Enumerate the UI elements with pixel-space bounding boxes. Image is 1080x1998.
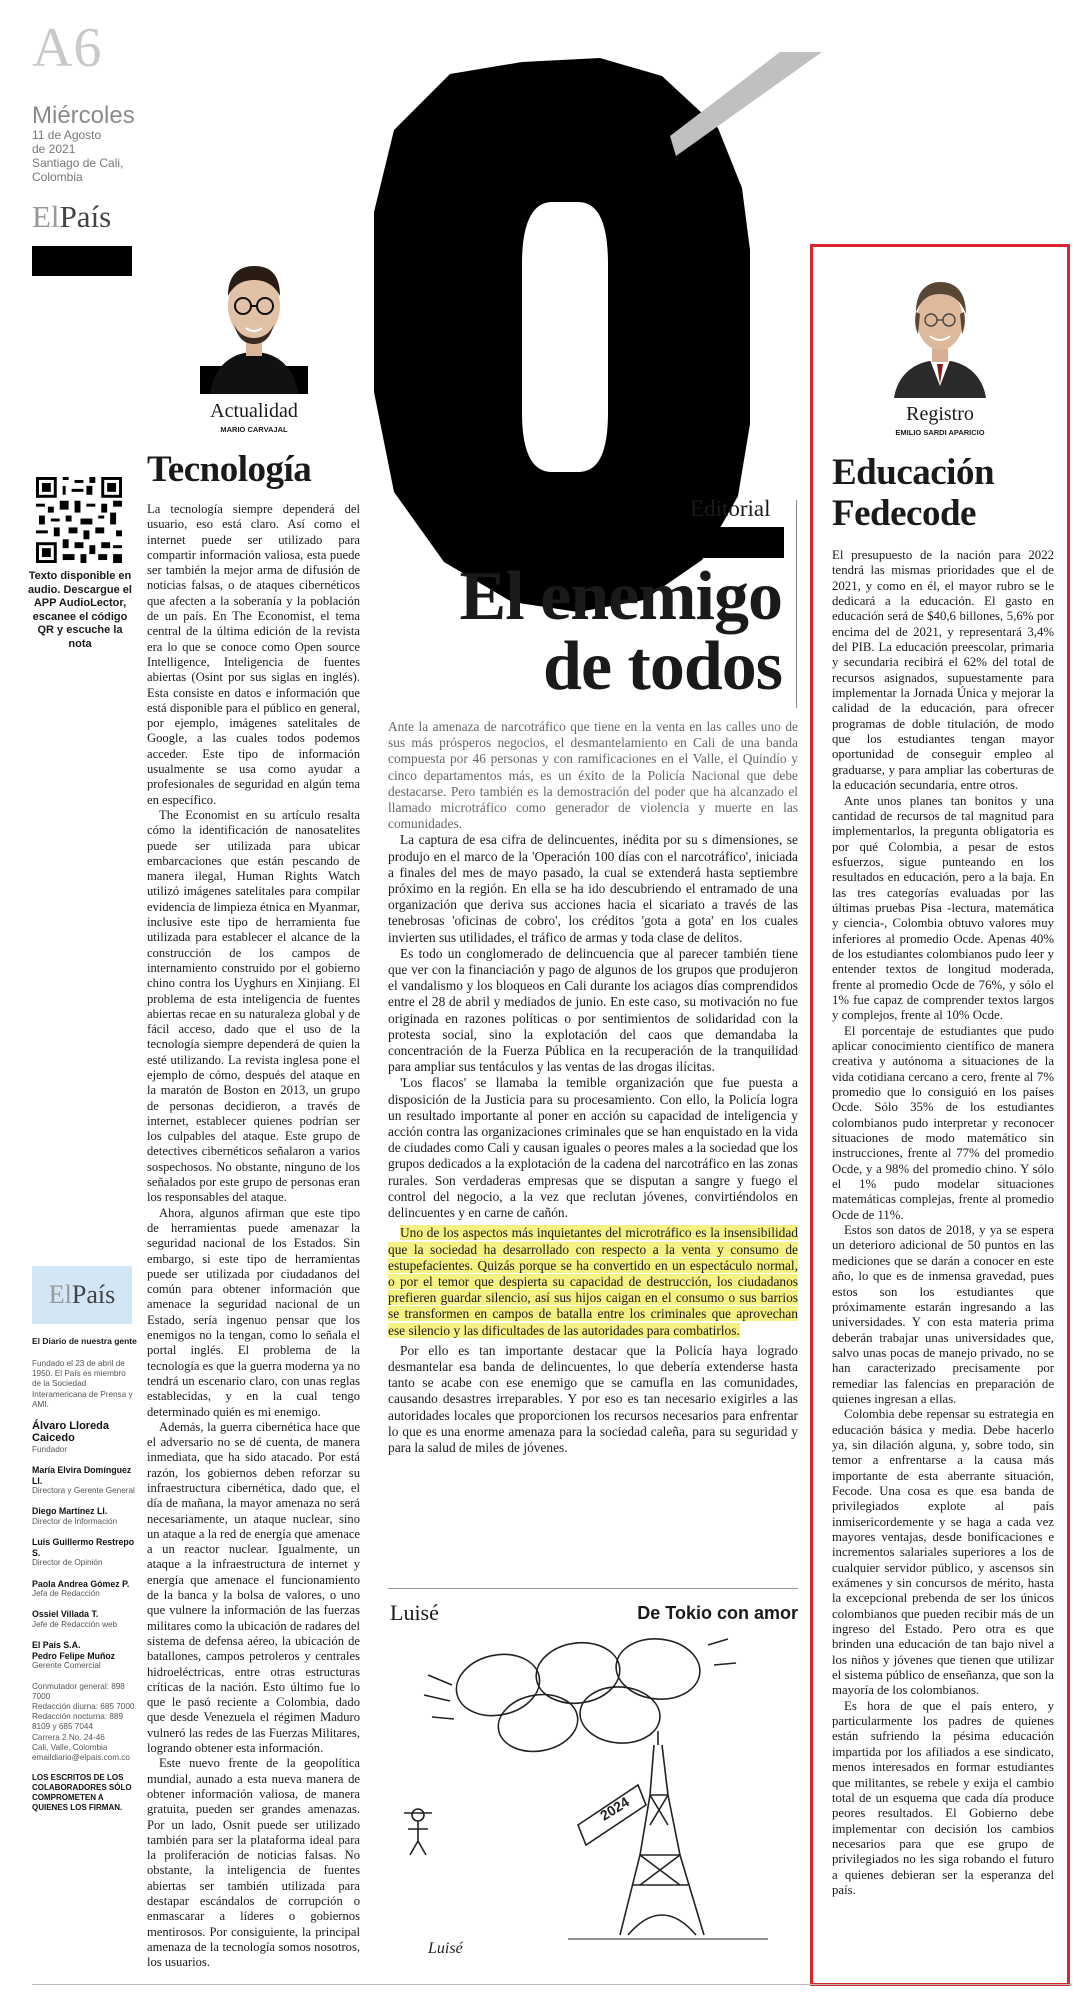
black-bar bbox=[680, 527, 784, 558]
page-number: A6 bbox=[32, 17, 103, 79]
staff-name: María Elvira Domínguez Ll. bbox=[32, 1465, 132, 1486]
divider bbox=[388, 1588, 798, 1589]
editorial-body bbox=[388, 719, 798, 1456]
date-location: 11 de Agosto de 2021 Santiago de Cali, Colombia bbox=[32, 128, 124, 184]
column-paragraph: Ante unos planes tan bonitos y una cantidad de recursos de tal magnitud para implementarlos, la pregunta obligatoria es por qué Colombia, a pesar de estos esfuerzos, sigue punteando en los resultados en educación, pero a la baja. En las tres categorías evaluadas por las últimas pruebas Pisa -lectura, matemática y ciencia-, Colombia obtuvo valores muy inferiores al promedio Ocde. Apenas 40% de los estudiantes colombianos pudo leer y entender textos de longitud moderada, frente al promedio Ocde de 76%, y sólo el 1% fue capaz de comprender textos largos y complejos, frente al 10% Ocde. bbox=[832, 793, 1054, 1023]
staff-name: Luis Guillermo Restrepo S. bbox=[32, 1537, 135, 1558]
columnist-photo-1 bbox=[200, 244, 308, 394]
staff-role: Director de Opinión bbox=[32, 1558, 103, 1568]
newspaper-logo bbox=[32, 199, 111, 235]
staff-role: Directora y Gerente General bbox=[32, 1486, 135, 1496]
logo-el: El bbox=[32, 199, 60, 234]
column-title-line: Educación bbox=[832, 452, 995, 493]
editorial-paragraph: La captura de esa cifra de delincuentes, inédita por su s dimensiones, se produjo en el marco de la 'Operación 100 días con el narcotráfico', iniciada a finales del mes de mayo pasado, la cual se extenderá hasta septiembre próximo en la región. En ella se ha ido descubriendo el entramado de una organización que deriva sus acciones hacia el sicariato a través de las tenebrosas 'oficinas de cobro', los créditos 'gota a gota' en los cuales invierten sus utilidades, el tráfico de armas y toda clase de delitos. bbox=[388, 832, 798, 945]
cartoon-title: De Tokio con amor bbox=[637, 1603, 798, 1623]
column-author: MARIO CARVAJAL bbox=[220, 425, 288, 434]
editorial-title-line: de todos bbox=[543, 628, 782, 705]
editorial-lead: Ante la amenaza de narcotráfico que tiene en la venta en las calles uno de sus más prósperos negocios, el desmantelamiento en Cali de una banda compuesta por 46 personas y con ramificaciones en el Valle, el Quindío y cinco departamentos más, es un éxito de la Policía Nacional que debe destacarse. Pero también es la demostración del poder que ha alcanzado el llamado microtráfico como generador de violencia y muerte en las comunidades. bbox=[388, 719, 798, 832]
column-paragraph: Este nuevo frente de la geopolítica mundial, aunado a esta nueva manera de obtener información valiosa, de manera gratuita, pueden ser grandes amenazas. Por un lado, Osnit puede ser utilizado también para ser la plataforma ideal para la proliferación de noticias falsas. No obstante, la inteligencia de fuentes abiertas ser también utilizada para destapar escándalos de corrupción o enmascarar a líderes o gobiernos mentirosos. Por consiguiente, la principal amenaza de la tecnología somos nosotros, los usuarios. bbox=[147, 1756, 360, 1970]
divider bbox=[32, 1984, 1072, 1985]
column-body bbox=[832, 548, 1054, 1898]
contact-info: Conmutador general: 898 7000 Redacción diurna: 685 7000 Redacción nocturna: 889 8109 y 685 7044 Carrera 2 No. 24-46 Cali, Valle, Colombia emaildiario@elpais.com.co bbox=[32, 1681, 135, 1763]
cartoonist-name: Luisé bbox=[390, 1600, 439, 1625]
company-name: El País S.A. bbox=[32, 1640, 81, 1651]
column-paragraph: Es hora de que el país entero, y particularmente los padres de quienes están sufriendo la pésima educación impartida por los afiliados a ese sindicato, menos interesados en formar estudiantes que militantes, se rebele y exija el cambio total de un esquema que cada día produce peores resultados. El Gobierno debe implementar con decisión los cambios necesarios para que ese grupo de privilegiados no les siga robando el futuro a quienes debieran ser la esperanza del país. bbox=[832, 1698, 1054, 1897]
editorial-paragraph: 'Los flacos' se llamaba la temible organización que fue puesta a disposición de la Justicia para su procesamiento. Con ello, la Policía logra un resultado importante al poner en acción su capacidad de inteligencia y acción contra las organizaciones criminales que se han enquistado en la vida de ciudades como Cali y causan iguales o peores males a la sociedad que los grupos dedicados a la explotación de la cadena del narcotráfico en las zonas rurales. Son verdaderas empresas que se disputan a sangre y fuego el control del negocio, a la vez que reclutan jóvenes, convirtiéndolos en delincuentes y en carne de cañón. bbox=[388, 1075, 798, 1221]
staff-name: Ossiel Villada T. bbox=[32, 1609, 99, 1620]
founder-name: Álvaro Lloreda Caicedo bbox=[32, 1420, 110, 1445]
cartoon-drawing bbox=[388, 1635, 798, 1975]
weekday: Miércoles bbox=[32, 102, 135, 129]
staff-role: Director de Información bbox=[32, 1517, 118, 1527]
editorial-title bbox=[390, 558, 782, 705]
columnist-photo-2 bbox=[888, 268, 992, 398]
column-paragraph: Ahora, algunos afirman que este tipo de herramientas puede amenazar la seguridad nacional de los Estados. Sin embargo, si este tipo de herramientas puede ser utilizada por ciudadanos del común para obtener información que amenace la seguridad nacional de un Estado, sería ingenuo pensar que los enemigos no la tengan, como lo señala el portal inglés. El problema de la tecnología es que la guerra moderna ya no tendrá un escenario claro, con unas reglas establecidas, y en la cual tengo determinado quién es mi enemigo. bbox=[147, 1205, 360, 1419]
column-paragraph: El presupuesto de la nación para 2022 tendrá las mismas prioridades que el de 2021, y como en él, el mayor rubro se le dedicará a la educación. El gasto en educación será de $40,6 billones, 5,6% por encima del de 2021, y representará 3,4% del PIB. La educación preescolar, primaria y secundaria recibirá el 62% del total de recursos asignados, supuestamente para implementar la Jornada Única y mejorar la calidad de la educación, para ofrecer programas de doble titulación, de modo que los estudiantes tengan mayor oportunidad de conseguir empleo al graduarse, y para ampliar las coberturas de la educación secundaria, entre otros. bbox=[832, 548, 1054, 793]
divider bbox=[796, 500, 797, 708]
black-bar bbox=[32, 246, 132, 276]
disclaimer: LOS ESCRITOS DE LOS COLABORADORES SÓLO COMPROMETEN A QUIENES LOS FIRMAN. bbox=[32, 1773, 132, 1813]
logo-pais: País bbox=[59, 199, 112, 234]
editorial-highlighted-paragraph bbox=[388, 1225, 798, 1338]
column-title bbox=[832, 452, 1062, 534]
masthead-logo bbox=[32, 1280, 132, 1310]
column-paragraph: Estos son datos de 2018, y ya se espera un deterioro adicional de 50 puntos en las mediciones que se darán a conocer en este año, lo que es de inmensa gravedad, pues estos son los estudiantes que próximamente estarán ingresando a las universidades. Y con esta materia prima deberán trabajar unas universidades que, salvo unas pocas de manejo privado, no se han caracterizado precisamente por remediar las falencias en preparación de quienes ingresan a ellas. bbox=[832, 1223, 1054, 1406]
editorial-paragraph: Es todo un conglomerado de delincuencia que al parecer también tiene que ver con la financiación y pago de algunos de los grupos que produjeron el vandalismo y los bloqueos en Cali durante los aciagos días comprendidos entre el 28 de abril y mediados de junio. En este caso, su motivación no fue originada en razones políticas o por sentimientos de solidaridad con la protesta social, sino la explotación del caos que demandaba la concentración de la Fuerza Pública en la recuperación de la tranquilidad para ampliar sus tentáculos y las ventas de las drogas ilícitas. bbox=[388, 945, 798, 1075]
manager-role: Gerente Comercial bbox=[32, 1661, 101, 1671]
column-paragraph: Además, la guerra cibernética hace que el adversario no se dé cuenta, de manera inmediata, que ha sido atacado. Por está razón, los gobiernos deben reforzar su infraestructura cibernética, dado que, el día de mañana, la mayor amenaza no será necesariamente, un ataque nuclear, sino un ataque a la red de energía que amenace a un reactor nuclear. Igualmente, un ataque a la infraestructura de internet y energía que amenace el funcionamiento de la banca y la bolsa de valores, o uno que vulnere la información de las fuerzas militares como la ubicación de radares del sistema de defensa aéreo, la ubicación de batallones, campos petroleros y centrales hidroeléctricas, entre otras estructuras críticas de la nación. Esto último fue lo que le pasó reciente a Colombia, dado que desde Venezuela el régimen Maduro vulneró las redes de las Fuerzas Militares, logrando obtener esta información. bbox=[147, 1419, 360, 1756]
editorial-title-line: El enemigo bbox=[459, 558, 782, 635]
column-title-line: Fedecode bbox=[832, 493, 976, 534]
column-paragraph: The Economist en su artículo resalta cómo la identificación de nanosatelites puede ser utilizada para ubicar embarcaciones que están pescando de manera ilegal, Human Rights Watch utilizó imágenes satelitales para compilar evidencia de limpieza étnica en Myanmar, inclusive este tipo de herramienta fue utilizada para establecer el alcance de la construcción de los campos de internamiento construido por el gobierno chino contra los Uyghurs en Xinjiang. El problema de esta inteligencia de fuentes abiertas recae en su naturaleza global y de fácil acceso, dado que el uso de la tecnología siempre dependerá de quien la esté utilizando. La revista inglesa pone el ejemplo de cómo, después del ataque en la maratón de Boston en 2013, un grupo de personas decidieron, a través de internet, establecer quienes podrían ser los culpables del ataque. Este grupo de detectives cibernéticos señalaron a varios sospechosos. No obstante, ninguno de los señalados por este grupo de personas eran los responsables del ataque. bbox=[147, 807, 360, 1205]
logo-pais: País bbox=[71, 1280, 116, 1309]
column-author: EMILIO SARDI APARICIO bbox=[895, 428, 985, 437]
column-paragraph: El porcentaje de estudiantes que pudo aplicar conocimiento científico de manera creativa y autónoma a situaciones de la vida cotidiana cercano a cero, frente al 7% promedio que lo consiguió en los países Ocde. Sólo 35% de los estudiantes colombianos pudo interpretar y reconocer situaciones de modo matemático sin instrucciones, frente al 77% del promedio Ocde, y a 98% del promedio chino. Y sólo el 1% pudo modelar situaciones matemáticas complejas, frente al promedio Ocde de 11%. bbox=[832, 1023, 1054, 1222]
masthead-list bbox=[32, 1359, 136, 1813]
audio-note: Texto disponible en audio. Descargue el APP AudioLector, escanee el código QR y escuche la nota bbox=[28, 570, 132, 650]
column-paragraph: La tecnología siempre dependerá del usuario, eso está claro. Así como el internet puede ser utilizado para compartir información valiosa, esta puede ser también la mejor arma de difusión de noticias falsas, o de ataques cibernéticos que afecten a la soberanía y la población de un país. En The Economist, el tema central de la última edición de la revista era lo que se conoce como Open source Intelligence, Inteligencia de fuentes abiertas (Osint por sus siglas en inglés). Esta consiste en datos e información que está disponible para el público en general, por ejemplo, imágenes satelitales de Google, a las cuales todos podemos acceder. Este tipo de información usualmente se usa como ayudar a profesionales de seguridad en algún tema en específico. bbox=[147, 502, 360, 807]
staff-name: Paola Andrea Gómez P. bbox=[32, 1578, 130, 1589]
column-body bbox=[147, 502, 360, 1971]
logo-el: El bbox=[48, 1280, 72, 1309]
cartoon-signature: Luisé bbox=[428, 1940, 463, 1957]
founder-role: Fundador bbox=[32, 1444, 68, 1454]
column-section-label: Registro bbox=[906, 403, 974, 425]
manager-name: Pedro Felipe Muñoz bbox=[32, 1650, 116, 1661]
column-title: Tecnología bbox=[147, 449, 312, 490]
staff-role: Jefe de Redacción web bbox=[32, 1620, 118, 1629]
founding-note: Fundado el 23 de abril de 1950. El País es miembro de la Sociedad Interamericana de Prensa y AMI. bbox=[32, 1359, 133, 1409]
column-paragraph: Colombia debe repensar su estrategia en educación básica y media. Debe hacerlo ya, sin dilación alguna, y, sobre todo, sin temor a enfrentarse a la causa más importante de esta aberrante situación, Fecode. Una cosa es que esa banda de privilegiados explote al país inmisericordemente y se haga a cada vez mayores ventajas, desde bonificaciones e incrementos salariales superiores a los de cualquier servidor público, y ascensos sin exámenes y sin concursos de mérito, hasta la excepcional prebenda de ser los únicos colombianos que pueden recibir más de un ingreso del Estado. Pero otra es que brinden una educación de tan bajo nivel a los niños y jóvenes que tienen que utilizar el sistema público de enseñanza, que son la mayoría de los colombianos. bbox=[832, 1407, 1054, 1698]
highlight: Uno de los aspectos más inquietantes del microtráfico es la insensibilidad que la sociedad ha desarrollado con respecto a la venta y consumo de estupefacientes. Quizás porque se ha convertido en un espectáculo normal, o por el temor que despierta su capacidad de destrucción, los ciudadanos prefieren guardar silencio, así sus hijos caigan en el consumo o sus barrios se transformen en campos de batalla entre los criminales que aprovechan ese silencio y las dificultades de las autoridades para combatirlos. bbox=[388, 1225, 798, 1338]
column-section-label: Actualidad bbox=[210, 400, 298, 422]
staff-role: Jefa de Redacción bbox=[32, 1589, 100, 1599]
cartoon-year-label: 2024 bbox=[597, 1793, 633, 1824]
staff-name: Diego Martínez Ll. bbox=[32, 1506, 108, 1517]
qr-code-icon[interactable] bbox=[36, 477, 122, 563]
editorial-label: Editorial bbox=[690, 496, 771, 521]
editorial-paragraph: Por ello es tan importante destacar que la Policía haya logrado desmantelar esa banda de delincuentes, lo que debería extenderse hasta tanto se acabe con ese enemigo que se camufla en las comunidades, causando desastres irreparables. Y por eso es tan necesario exigirles a las autoridades locales que proporcionen los recursos necesarios para enfrentar lo que es una enorme amenaza para la sociedad caleña, para su seguridad y para la salud de miles de jóvenes. bbox=[388, 1342, 798, 1455]
masthead-tagline: El Diario de nuestra gente bbox=[32, 1336, 137, 1346]
